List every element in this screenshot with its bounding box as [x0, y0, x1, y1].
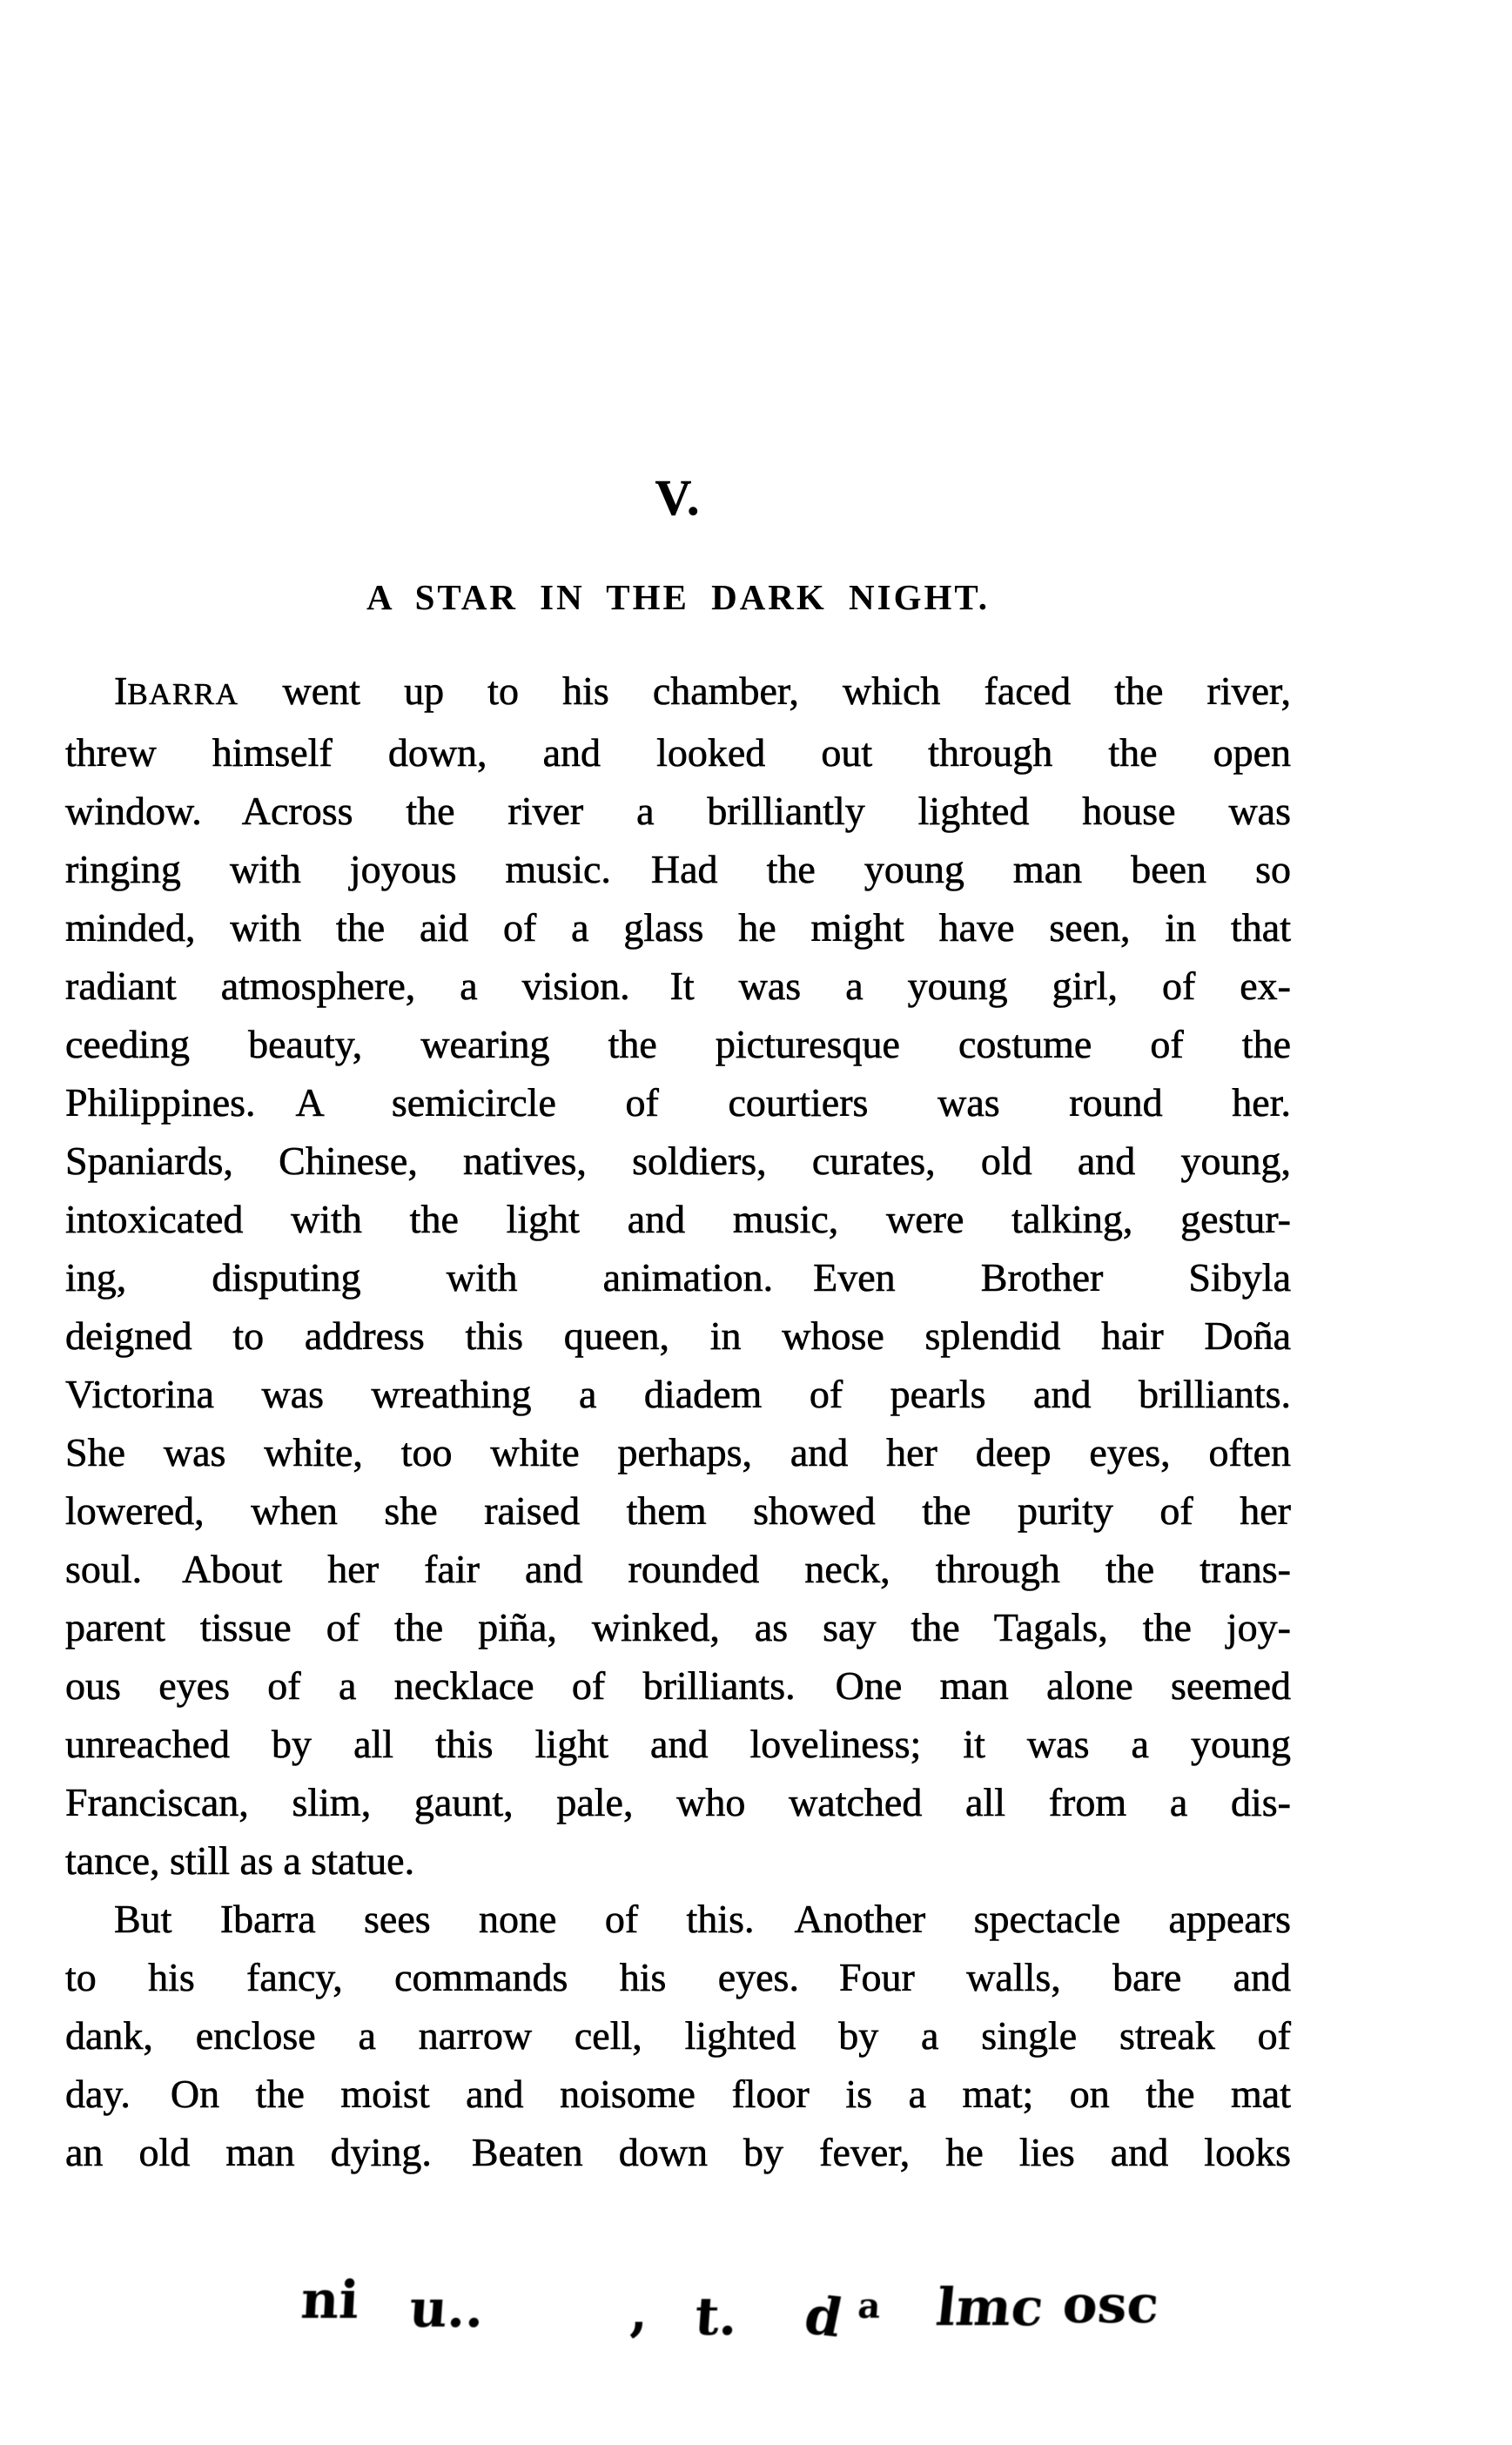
text-line: But Ibarra sees none of this. Another spectacle appears — [114, 1897, 1291, 1941]
smudge-fragment: lmc — [933, 2277, 1047, 2338]
text-line: to his fancy, commands his eyes. Four walls, bare and — [65, 1955, 1291, 1999]
text-line: Victorina was wreathing a diadem of pearls and brilliants. — [65, 1372, 1291, 1416]
text-line: ous eyes of a necklace of brilliants. One man alone seemed — [65, 1663, 1291, 1708]
text-line: day. On the moist and noisome floor is a mat; on the mat — [65, 2072, 1291, 2116]
text-line: IBARRA went up to his chamber, which faced the river, — [114, 668, 1291, 713]
text-line: ringing with joyous music. Had the young man been so — [65, 847, 1291, 891]
smudge-fragment: osc — [1061, 2274, 1161, 2335]
text-line: dank, enclose a narrow cell, lighted by a single streak of — [65, 2013, 1291, 2058]
text-line: soul. About her fair and rounded neck, through the trans- — [65, 1547, 1291, 1591]
text-line: Spaniards, Chinese, natives, soldiers, curates, old and young, — [65, 1139, 1291, 1183]
text-line: threw himself down, and looked out through the open — [65, 730, 1291, 775]
text-line: radiant atmosphere, a vision. It was a young girl, of ex- — [65, 964, 1291, 1008]
text-line: an old man dying. Beaten down by fever, he lies and looks — [65, 2130, 1291, 2174]
text-line: ing, disputing with animation. Even Brother Sibyla — [65, 1255, 1291, 1300]
chapter-number: V. — [655, 469, 702, 526]
smudge-fragment: ni — [299, 2270, 361, 2331]
text-line: deigned to address this queen, in whose splendid hair Doña — [65, 1313, 1291, 1358]
text-line: unreached by all this light and loveliness; it was a young — [65, 1722, 1291, 1766]
text-line: minded, with the aid of a glass he might have seen, in that — [65, 905, 1291, 950]
smudge-fragment: , — [629, 2282, 648, 2343]
text-line: ceeding beauty, wearing the picturesque costume of the — [65, 1022, 1291, 1066]
body-text — [65, 662, 1291, 2181]
text-line: intoxicated with the light and music, were talking, gestur- — [65, 1197, 1291, 1241]
text-line: parent tissue of the piña, winked, as say the Tagals, the joy- — [65, 1605, 1291, 1649]
text-line: tance, still as a statue. — [65, 1838, 415, 1883]
smudge-fragment: u.. — [407, 2279, 487, 2340]
smudge-fragment: a — [857, 2286, 883, 2327]
text-line: lowered, when she raised them showed the purity of her — [65, 1488, 1291, 1533]
text-line: Franciscan, slim, gaunt, pale, who watched all from a dis- — [65, 1780, 1291, 1824]
text-line: She was white, too white perhaps, and her deep eyes, often — [65, 1430, 1291, 1474]
text-line: window. Across the river a brilliantly lighted house was — [65, 789, 1291, 833]
chapter-title: A STAR IN THE DARK NIGHT. — [366, 577, 990, 617]
smudge-fragment: t. — [693, 2287, 740, 2348]
small-caps-word: IBARRA — [114, 668, 239, 713]
smudge-fragment: d — [799, 2285, 848, 2350]
text-line: Philippines. A semicircle of courtiers was round her. — [65, 1080, 1291, 1125]
